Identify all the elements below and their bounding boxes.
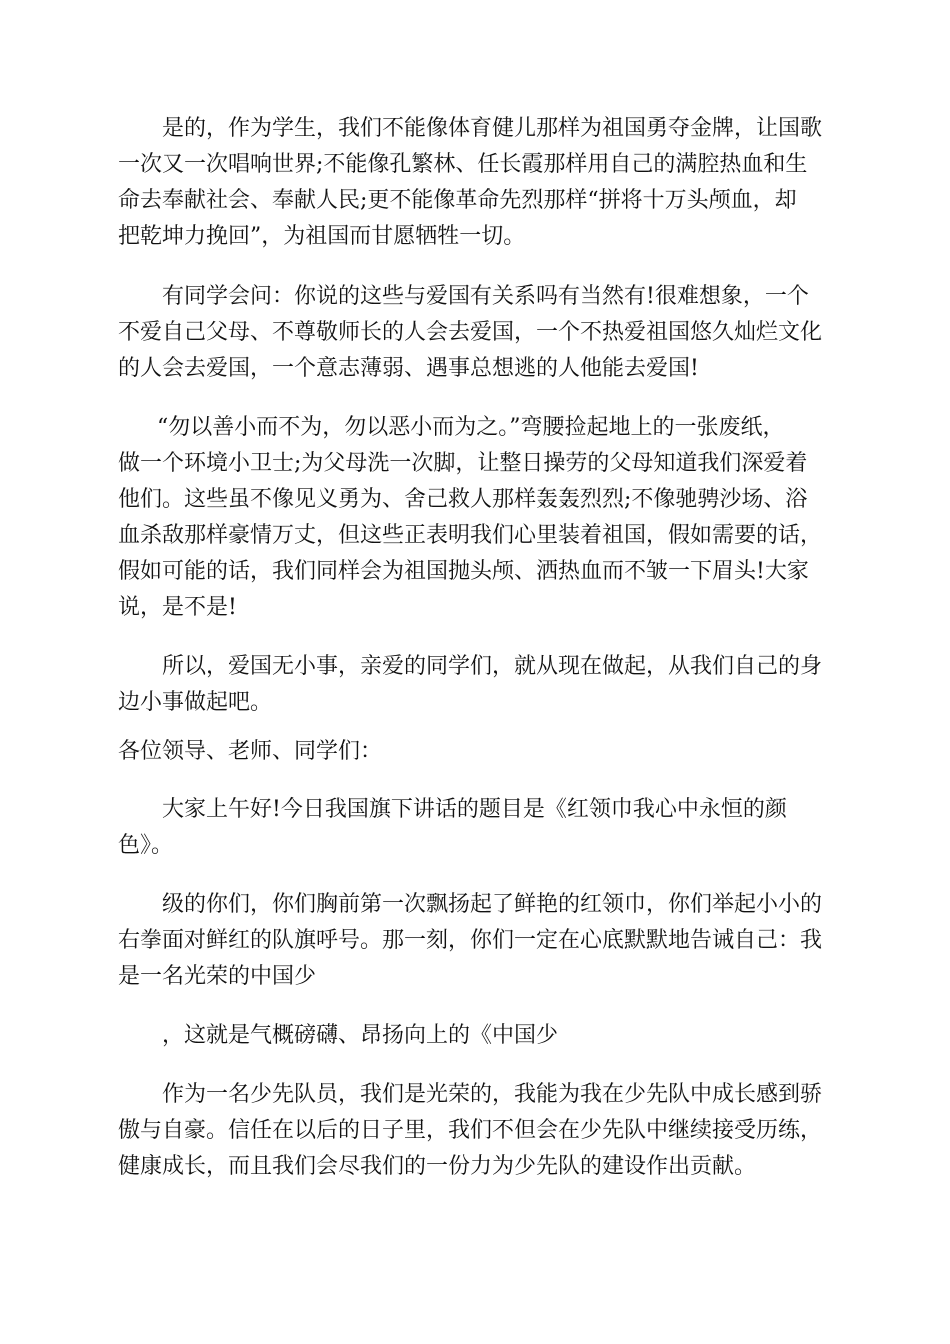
paragraph-3-line-1: “勿以善小而不为，勿以恶小而为之。”弯腰捡起地上的一张废纸， bbox=[157, 415, 785, 440]
paragraph-9-line-3: 健康成长，而且我们会尽我们的一份力为少先队的建设作出贡献。 bbox=[118, 1154, 757, 1179]
paragraph-6-line-2: 色》。 bbox=[118, 833, 174, 858]
paragraph-4-line-2: 边小事做起吧。 bbox=[118, 690, 273, 715]
paragraph-7-line-3: 是一名光荣的中国少 bbox=[118, 964, 317, 989]
paragraph-2-line-1: 有同学会问：你说的这些与爱国有关系吗有当然有!很难想象，一个 bbox=[162, 284, 809, 309]
paragraph-7-line-1: 级的你们，你们胸前第一次飘扬起了鲜艳的红领巾，你们举起小小的 bbox=[162, 892, 823, 917]
paragraph-2-line-3: 的人会去爱国，一个意志薄弱、遇事总想逃的人他能去爱国! bbox=[118, 356, 699, 381]
salutation: 各位领导、老师、同学们： bbox=[118, 739, 383, 764]
paragraph-6-line-1: 大家上午好!今日我国旗下讲话的题目是《红领巾我心中永恒的颜 bbox=[162, 797, 787, 822]
paragraph-9-line-2: 傲与自豪。信任在以后的日子里，我们不但会在少先队中继续接受历练， bbox=[118, 1118, 823, 1143]
paragraph-3-line-4: 血杀敌那样豪情万丈，但这些正表明我们心里装着祖国，假如需要的话， bbox=[118, 523, 823, 548]
paragraph-1-line-4: 把乾坤力挽回”，为祖国而甘愿牺牲一切。 bbox=[118, 224, 526, 249]
paragraph-1-line-1: 是的，作为学生，我们不能像体育健儿那样为祖国勇夺金牌，让国歌 bbox=[162, 116, 823, 141]
paragraph-9-line-1: 作为一名少先队员，我们是光荣的，我能为我在少先队中成长感到骄 bbox=[162, 1082, 823, 1107]
paragraph-7-line-2: 右拳面对鲜红的队旗呼号。那一刻，你们一定在心底默默地告诫自己：我 bbox=[118, 928, 823, 953]
paragraph-3-line-6: 说，是不是! bbox=[118, 595, 237, 620]
paragraph-2-line-2: 不爱自己父母、不尊敬师长的人会去爱国，一个不热爱祖国悠久灿烂文化 bbox=[118, 320, 823, 345]
paragraph-3-line-3: 他们。这些虽不像见义勇为、舍己救人那样轰轰烈烈;不像驰骋沙场、浴 bbox=[118, 487, 808, 512]
paragraph-3-line-2: 做一个环境小卫士;为父母洗一次脚，让整日操劳的父母知道我们深爱着 bbox=[118, 451, 808, 476]
paragraph-4-line-1: 所以，爱国无小事，亲爱的同学们，就从现在做起，从我们自己的身 bbox=[162, 654, 823, 679]
paragraph-8-line-1: ，这就是气概磅礴、昂扬向上的《中国少 bbox=[162, 1023, 559, 1048]
paragraph-1-line-2: 一次又一次唱响世界;不能像孔繁林、任长霞那样用自己的满腔热血和生 bbox=[118, 152, 808, 177]
paragraph-1-line-3: 命去奉献社会、奉献人民;更不能像革命先烈那样“拼将十万头颅血，却 bbox=[118, 188, 797, 213]
paragraph-3-line-5: 假如可能的话，我们同样会为祖国抛头颅、洒热血而不皱一下眉头!大家 bbox=[118, 559, 809, 584]
